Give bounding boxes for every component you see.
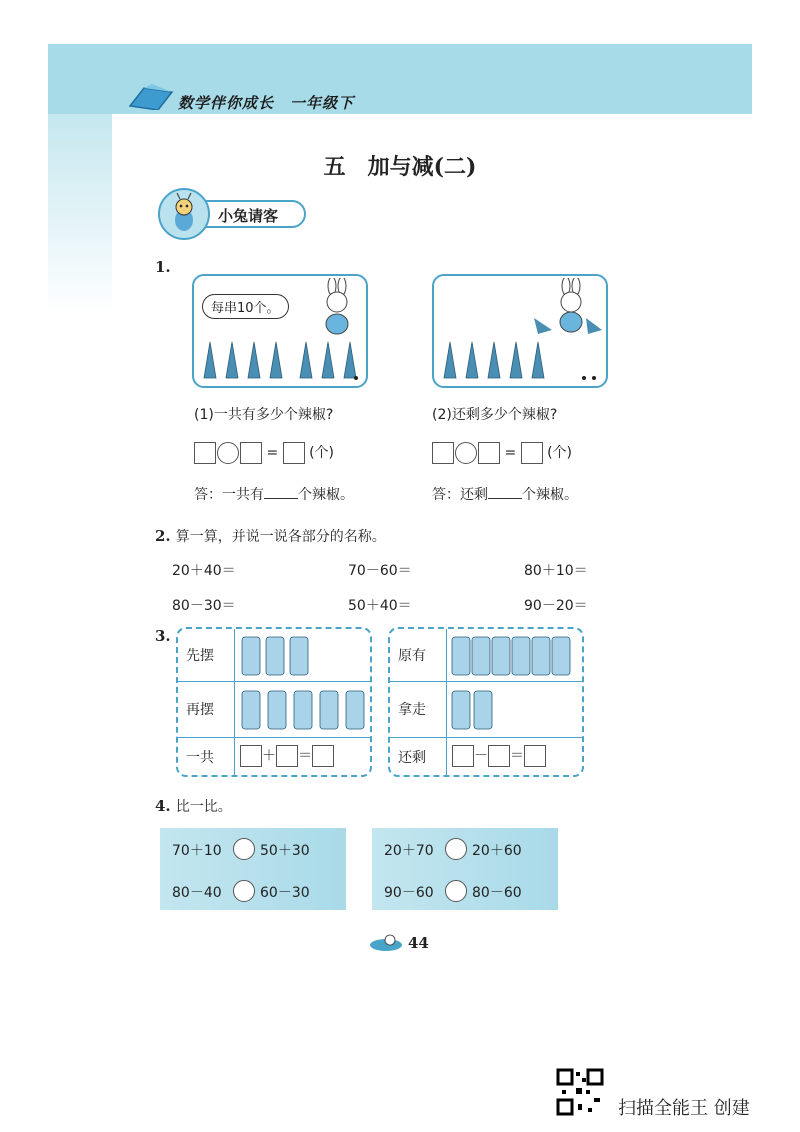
compare-circle[interactable]: [445, 838, 467, 860]
divider: [390, 681, 582, 682]
answer-blank[interactable]: [264, 484, 298, 499]
answer-box[interactable]: [276, 745, 298, 767]
stick-bundles-icon: [450, 689, 498, 731]
compare-right-expr: 80－60: [472, 885, 522, 901]
q1-sub2-question: (2)还剩多少个辣椒?: [432, 407, 558, 423]
q2-item: 90－20＝: [524, 598, 588, 614]
bee-mascot-icon: [158, 188, 210, 240]
minus-sign: －: [474, 748, 488, 764]
q4-header: [155, 796, 232, 816]
equals-sign: ＝: [510, 748, 524, 764]
q3-right-equation: [452, 745, 546, 767]
q1-right-panel: [432, 274, 608, 388]
side-decoration: [48, 114, 112, 314]
chili-bunches-icon: [202, 338, 362, 382]
q2-item: 80＋10＝: [524, 563, 588, 579]
row-label: 再摆: [186, 702, 214, 718]
row-label: 还剩: [398, 750, 426, 766]
q2-item: 20＋40＝: [172, 563, 236, 579]
answer-prefix: 答：还剩: [432, 487, 488, 503]
answer-box[interactable]: [521, 442, 543, 464]
q3-number: 3.: [155, 627, 171, 645]
q2-item: 70－60＝: [348, 563, 412, 579]
operator-circle[interactable]: [217, 442, 239, 464]
compare-left-expr: 70＋10: [172, 843, 222, 859]
speech-bubble: 每串10个。: [202, 294, 289, 319]
q4-left-panel: [160, 828, 346, 910]
q2-item: 80－30＝: [172, 598, 236, 614]
q2-header: [155, 526, 386, 546]
compare-circle[interactable]: [233, 838, 255, 860]
divider: [446, 629, 447, 775]
compare-left-expr: 90－60: [384, 885, 434, 901]
stick-bundles-icon: [450, 635, 582, 677]
equals-sign: =: [266, 445, 279, 461]
rabbit-plane-icon: [368, 932, 404, 954]
compare-right-expr: 50＋30: [260, 843, 310, 859]
answer-box[interactable]: [283, 442, 305, 464]
compare-circle[interactable]: [445, 880, 467, 902]
q2-instruction: 算一算，并说一说各部分的名称。: [175, 529, 386, 545]
row-label: 先摆: [186, 648, 214, 664]
q3-left-table: [176, 627, 372, 777]
q1-number: 1.: [155, 258, 171, 276]
q1-sub2-answer: [432, 484, 578, 504]
answer-suffix: 个辣椒。: [522, 487, 578, 503]
pencil-logo-icon: [128, 82, 176, 110]
compare-circle[interactable]: [233, 880, 255, 902]
unit-label: (个): [309, 445, 335, 461]
divider: [178, 737, 370, 738]
rabbit-with-chili-icon: [524, 278, 604, 338]
dot-marker: [582, 376, 586, 380]
compare-right-expr: 20＋60: [472, 843, 522, 859]
row-label: 拿走: [398, 702, 426, 718]
answer-box[interactable]: [312, 745, 334, 767]
dot-marker: [354, 376, 358, 380]
answer-box[interactable]: [488, 745, 510, 767]
row-label: 原有: [398, 648, 426, 664]
section-badge-label: 小兔请客: [182, 200, 306, 228]
divider: [234, 629, 235, 775]
equals-sign: ＝: [298, 748, 312, 764]
answer-prefix: 答：一共有: [194, 487, 264, 503]
q4-instruction: 比一比。: [175, 799, 232, 815]
chapter-title: 五 加与减(二): [323, 154, 477, 180]
answer-box[interactable]: [452, 745, 474, 767]
stick-bundles-icon: [238, 689, 368, 731]
q2-item: 50＋40＝: [348, 598, 412, 614]
section-badge: [158, 188, 308, 238]
header-notch: [112, 114, 752, 124]
rabbit-icon: [310, 278, 364, 338]
q3-left-equation: [240, 745, 334, 767]
qr-code-icon: [556, 1068, 604, 1116]
compare-left-expr: 20＋70: [384, 843, 434, 859]
answer-box[interactable]: [240, 442, 262, 464]
q4-right-panel: [372, 828, 558, 910]
page-number: 44: [408, 934, 429, 952]
answer-box[interactable]: [194, 442, 216, 464]
plus-sign: ＋: [262, 748, 276, 764]
divider: [390, 737, 582, 738]
compare-left-expr: 80－40: [172, 885, 222, 901]
q4-number: 4.: [155, 797, 171, 815]
answer-blank[interactable]: [488, 484, 522, 499]
q2-number: 2.: [155, 527, 171, 545]
answer-box[interactable]: [524, 745, 546, 767]
equals-sign: =: [504, 445, 517, 461]
dot-marker: [592, 376, 596, 380]
compare-right-expr: 60－30: [260, 885, 310, 901]
remaining-chili-icon: [442, 338, 562, 382]
q1-sub1-question: (1)一共有多少个辣椒?: [194, 407, 334, 423]
stick-bundles-icon: [238, 635, 318, 677]
q1-sub1-equation: [194, 442, 334, 464]
header-title: 数学伴你成长 一年级下: [178, 94, 355, 112]
q1-sub1-answer: [194, 484, 354, 504]
answer-suffix: 个辣椒。: [298, 487, 354, 503]
answer-box[interactable]: [432, 442, 454, 464]
answer-box[interactable]: [478, 442, 500, 464]
watermark-text: 扫描全能王 创建: [618, 1098, 750, 1119]
q1-sub2-equation: [432, 442, 572, 464]
q3-right-table: [388, 627, 584, 777]
unit-label: (个): [547, 445, 573, 461]
q1-left-panel: [192, 274, 368, 388]
row-label: 一共: [186, 750, 214, 766]
divider: [178, 681, 370, 682]
answer-box[interactable]: [240, 745, 262, 767]
operator-circle[interactable]: [455, 442, 477, 464]
